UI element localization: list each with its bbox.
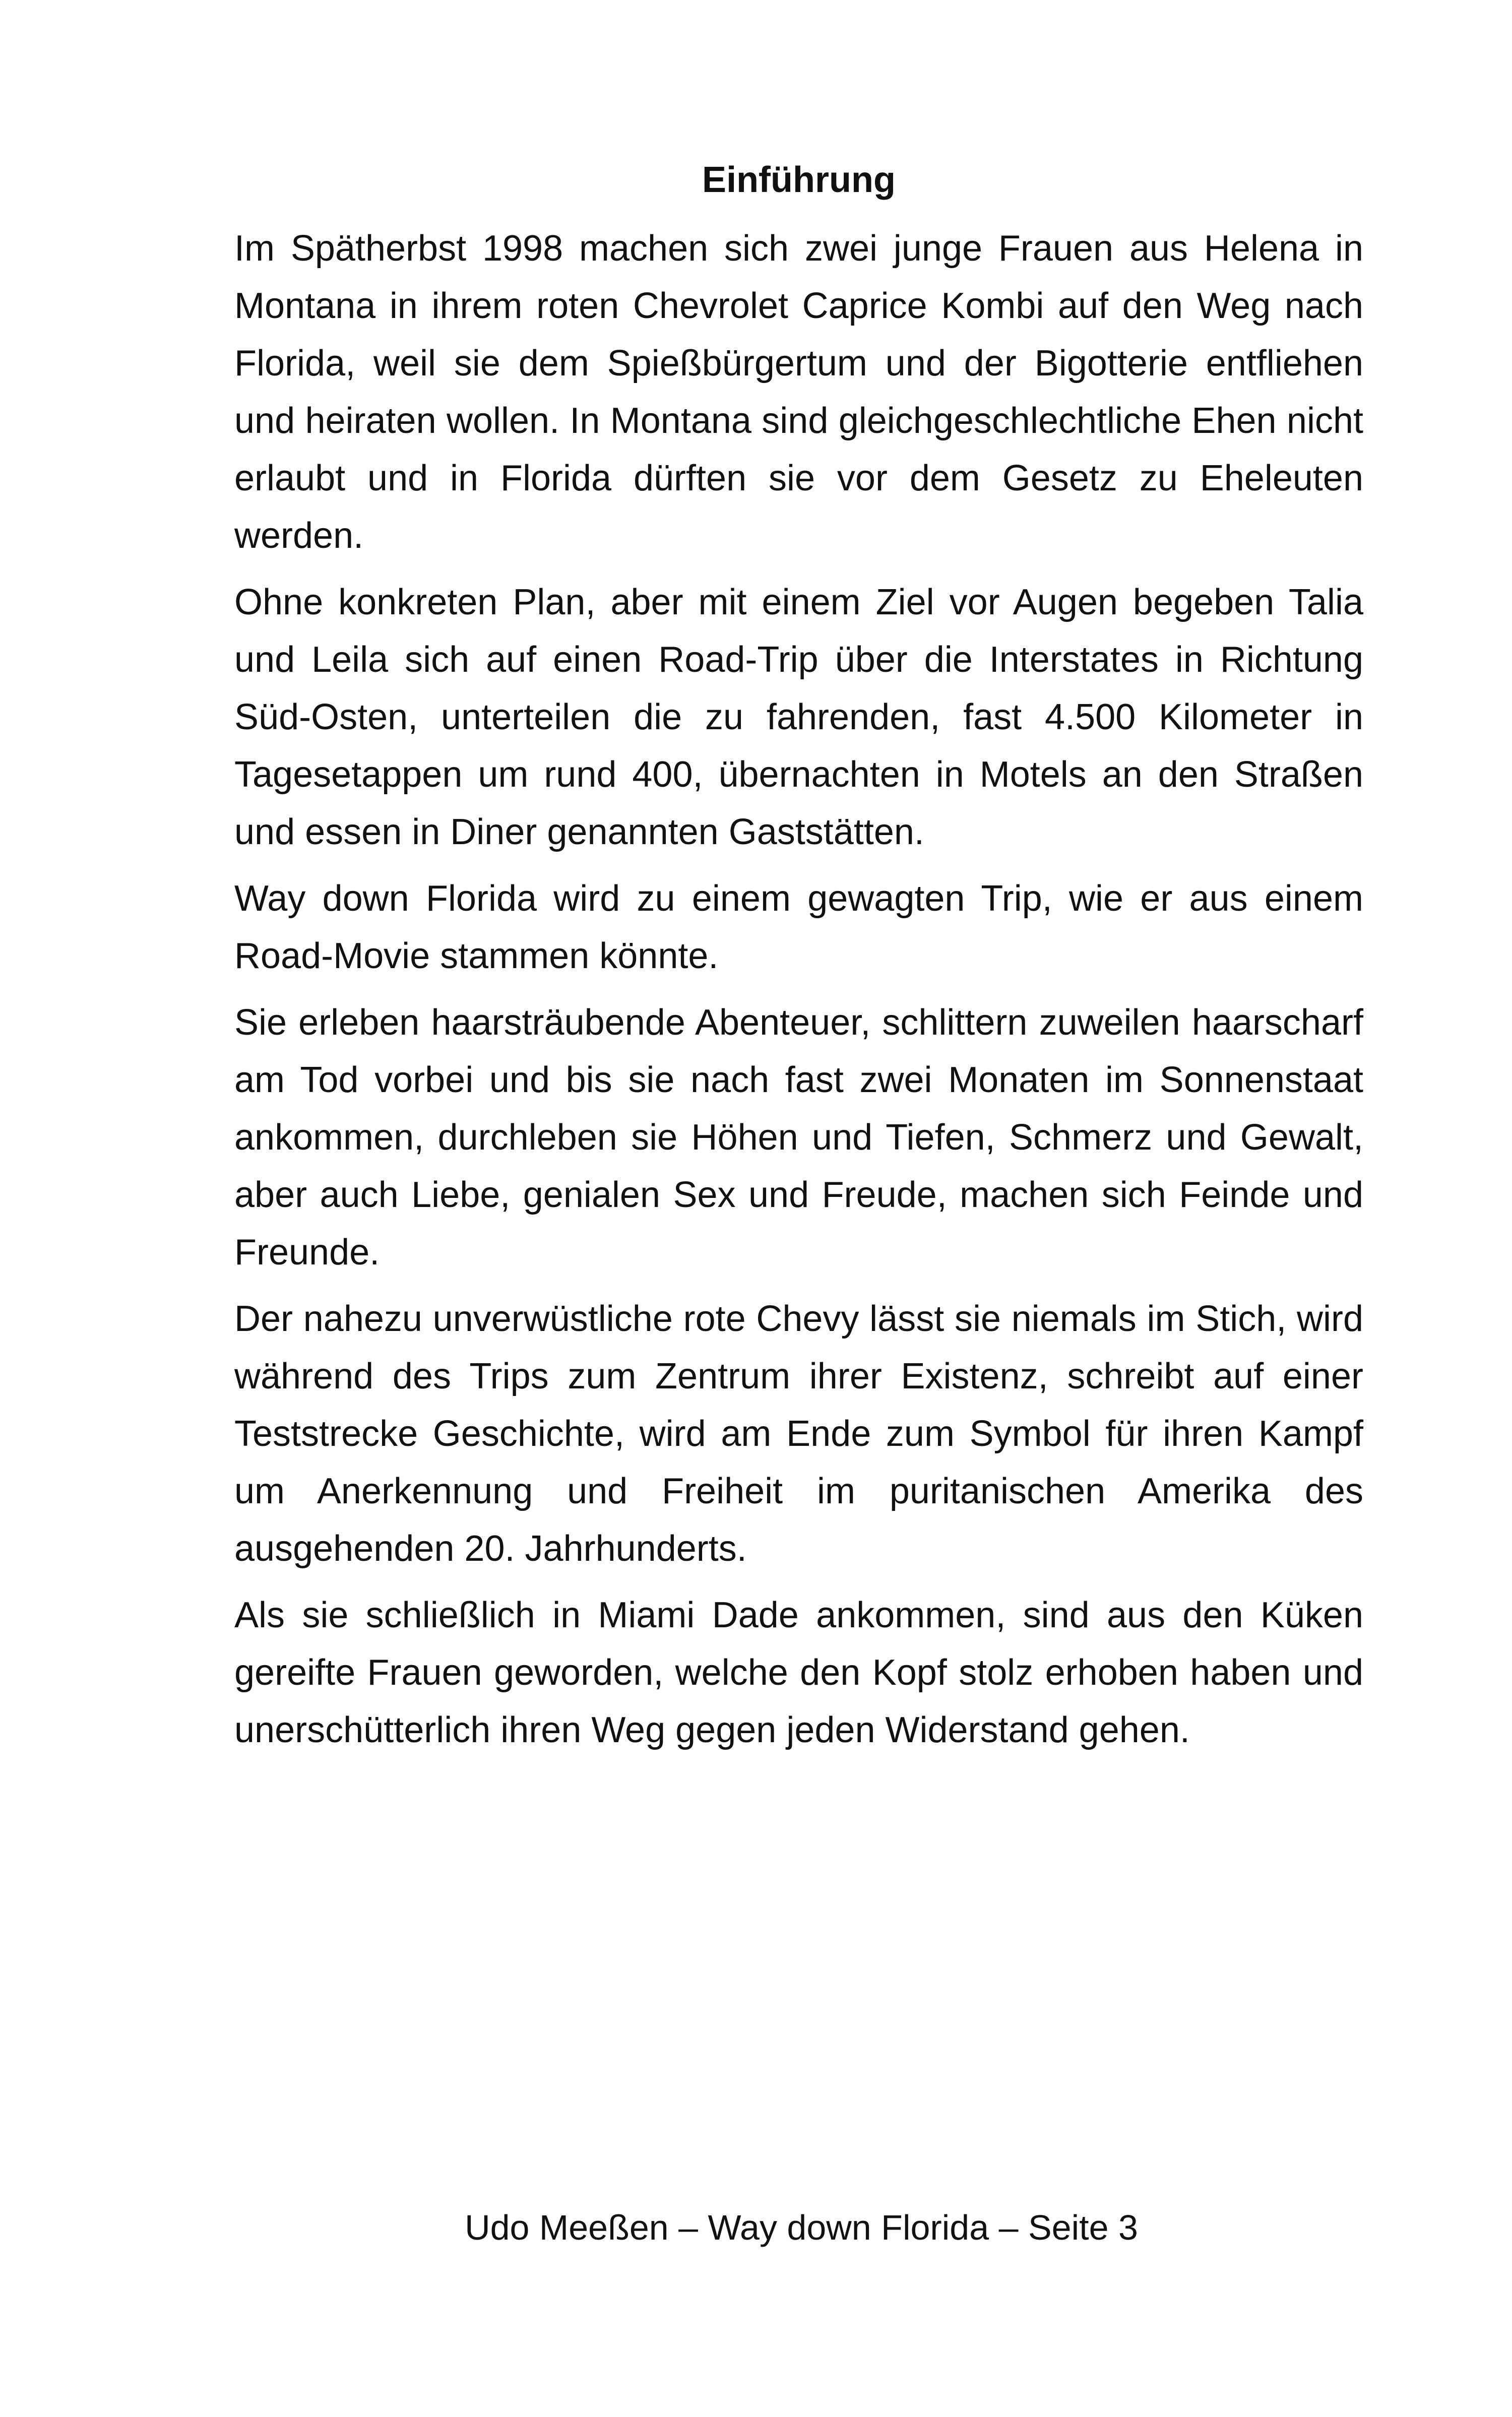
- paragraph: Als sie schließlich in Miami Dade ankommen, sind aus den Küken gereifte Frauen geworden, welche den Kopf stolz erhoben haben und unerschütterlich ihren Weg gegen jeden Widerstand gehen.: [234, 1595, 1363, 1750]
- page-content: [234, 151, 1363, 1768]
- paragraph: Sie erleben haarsträubende Abenteuer, schlittern zuweilen haarscharf am Tod vorbei und bis sie nach fast zwei Monaten im Sonnenstaat ankommen, durchleben sie Höhen und Tiefen, Schmerz und Gewalt, aber auch Liebe, genialen Sex und Freude, machen sich Feinde und Freunde.: [234, 1002, 1363, 1273]
- chapter-title: Einführung: [702, 160, 896, 200]
- paragraph: Der nahezu unverwüstliche rote Chevy lässt sie niemals im Stich, wird während des Trips zum Zentrum ihrer Existenz, schreibt auf einer Teststrecke Geschichte, wird am Ende zum Symbol für ihren Kampf um Anerkennung und Freiheit im puritanischen Amerika des ausgehenden 20. Jahrhunderts.: [234, 1299, 1363, 1569]
- paragraph: Way down Florida wird zu einem gewagten Trip, wie er aus einem Road-Movie stammen könnte.: [234, 878, 1363, 976]
- paragraph: Im Spätherbst 1998 machen sich zwei junge Frauen aus Helena in Montana in ihrem roten Chevrolet Caprice Kombi auf den Weg nach Florida, weil sie dem Spießbürgertum und der Bigotterie entfliehen und heiraten wollen. In Montana sind gleichgeschlechtliche Ehen nicht erlaubt und in Florida dürften sie vor dem Gesetz zu Eheleuten werden.: [234, 228, 1363, 556]
- page-footer: Udo Meeßen – Way down Florida – Seite 3: [465, 2208, 1138, 2247]
- paragraph: Ohne konkreten Plan, aber mit einem Ziel vor Augen begeben Talia und Leila sich auf einen Road-Trip über die Interstates in Richtung Süd-Osten, unterteilen die zu fahrenden, fast 4.500 Kilometer in Tagesetappen um rund 400, übernachten in Motels an den Straßen und essen in Diner genannten Gaststätten.: [234, 582, 1363, 852]
